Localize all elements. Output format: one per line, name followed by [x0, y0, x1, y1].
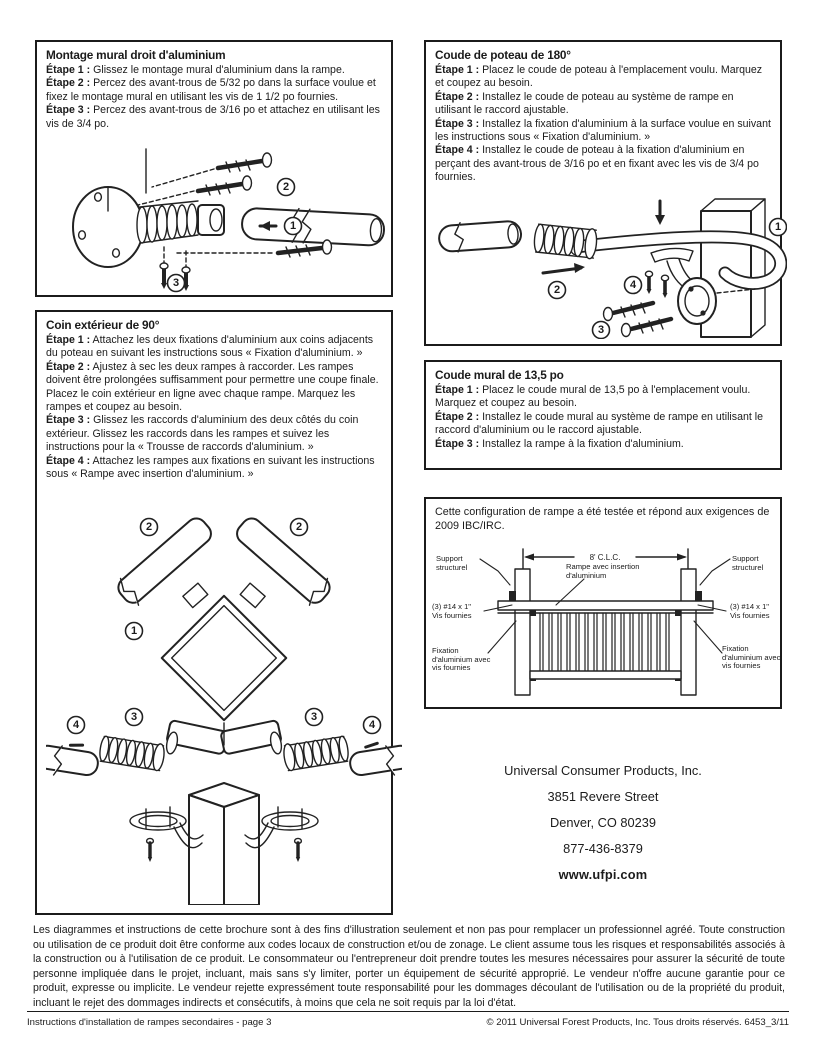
svg-text:4: 4: [368, 719, 376, 732]
svg-text:2: 2: [295, 521, 303, 534]
callout-3: [306, 709, 323, 726]
callout-2: [291, 519, 308, 536]
company-website: www.ufpi.com: [558, 867, 648, 882]
corner-exploded-view: [46, 709, 402, 906]
bottom-rail: [530, 671, 681, 679]
corner-elbow: [165, 720, 283, 755]
callout-4: [364, 717, 381, 734]
svg-text:3: 3: [597, 323, 605, 336]
rail-tube: [438, 218, 522, 253]
company-name: Universal Consumer Products, Inc.: [504, 763, 702, 778]
screw-icon: [218, 153, 272, 172]
label-support-left: Support structurel: [436, 554, 468, 572]
callout-2: [549, 281, 566, 298]
step: Étape 3 : Installez la rampe à la fixation d'aluminium.: [435, 437, 684, 450]
svg-text:2: 2: [282, 181, 290, 194]
screw-icon: [645, 271, 652, 294]
footer-left: Instructions d'installation de rampes secondaires - page 3: [27, 1017, 272, 1028]
callout-4: [625, 276, 642, 293]
legal-disclaimer: Les diagrammes et instructions de cette brochure sont à des fins d'illustration seulement et non pas pour remplacer un professionnel agréé. Toute construction ou utilisation de ce produit doit être conforme aux codes locaux de construction et/ou de zonage. Le client assume tous les risques et responsabilités associés à la construction ou à l'utilisation de ce produit. Le consommateur ou l'entrepreneur doit prendre toutes les mesures nécessaires pour assurer la sécurité de toute personne impliquée dans le projet, incluant, mais sans s'y limiter, porter un équipement de sécurité approprié. Le vendeur n'offre aucune garantie pour ce produit, expresse ou implicite. Le vendeur rejette expressément toute responsabilité pour les dommages découlant de l'utilisation ou de la propriété du produit, incluant le rejet des dommages indirects et consécutifs, à moins que cela ne soit requis par la loi d'état.: [33, 924, 785, 1009]
step: Étape 3 : Glissez les raccords d'aluminium des deux côtés du coin extérieur. Glissez les raccords dans les rampes et suivez les instructions pour la « Trousse de raccords d'aluminium. »: [46, 414, 359, 454]
step: Étape 1 : Placez le coude de poteau à l'emplacement voulu. Marquez et coupez au besoin.: [435, 64, 763, 90]
page-footer: [27, 1017, 789, 1028]
section-title: Montage mural droit d'aluminium: [46, 48, 226, 62]
callout-2: [141, 519, 158, 536]
slide-arrow-icon: [543, 263, 585, 273]
step: Étape 2 : Percez des avant-trous de 5/32 po dans la surface voulue et fixez le montage mural en utilisant les vis de 1 1/2 po fournies.: [46, 77, 376, 103]
top-rail: [498, 601, 713, 610]
screw-icon: [160, 263, 168, 289]
step: Étape 4 : Attachez les rampes aux fixations en suivant les instructions sous « Rampe avec insertion d'aluminium. »: [46, 454, 375, 481]
callout-4: [68, 717, 85, 734]
section-title: Coude de poteau de 180°: [435, 48, 571, 62]
section-title: Coin extérieur de 90°: [46, 318, 160, 332]
callout-1: [126, 623, 143, 640]
post: [189, 783, 259, 905]
step: Étape 2 : Ajustez à sec les deux rampes à raccorder. Les rampes doivent être prolongées suffisamment pour permettre une coupe finale. Placez le coin extérieur en ligne avec chaque rampe. Marquez les rampes et coupez au besoin.: [46, 360, 379, 414]
svg-text:1: 1: [130, 625, 138, 638]
screw-icon: [622, 319, 672, 337]
step: Étape 1 : Attachez les deux fixations d'aluminium aux coins adjacents du poteau en suivant les instructions sous « Fixation d'aluminium. »: [46, 334, 374, 360]
ribbed-connector: [282, 735, 349, 772]
svg-text:2: 2: [553, 283, 561, 296]
svg-text:3: 3: [130, 711, 138, 724]
callout-3: [126, 709, 143, 726]
section-corner: [35, 310, 393, 915]
config-note: Cette configuration de rampe a été testée et répond aux exigences de 2009 IBC/IRC.: [435, 506, 770, 532]
down-arrow-icon: [655, 201, 665, 225]
label-screws-right: (3) #14 x 1" Vis fournies: [730, 602, 770, 620]
step: Étape 3 : Installez la fixation d'aluminium à la surface voulue en suivant les instructions sous « Fixation d'aluminium. »: [435, 117, 771, 144]
label-fixation-right: Fixation d'aluminium avec vis fournies: [722, 644, 781, 671]
footer-right: © 2011 Universal Forest Products, Inc. Tous droits réservés. 6453_3/11: [486, 1017, 789, 1028]
callout-1: [770, 218, 787, 235]
callout-3: [168, 275, 185, 292]
callout-1: [285, 218, 302, 235]
company-city: Denver, CO 80239: [550, 815, 656, 830]
label-support-right: Support structurel: [732, 554, 764, 572]
post-left: [515, 569, 530, 695]
screw-icon: [604, 303, 654, 321]
ribbed-connector: [137, 201, 224, 243]
svg-text:3: 3: [310, 711, 318, 724]
company-block: [424, 758, 782, 888]
footer-rule: [27, 1011, 789, 1012]
svg-text:2: 2: [145, 521, 153, 534]
callout-3: [593, 321, 610, 338]
svg-text:3: 3: [172, 277, 180, 290]
wall-flange: [73, 187, 143, 267]
svg-text:1: 1: [289, 220, 297, 233]
section-title: Coude mural de 13,5 po: [435, 368, 564, 382]
step: Étape 2 : Installez le coude mural au système de rampe en utilisant le raccord d'aluminium ou le raccord ajustable.: [435, 410, 763, 437]
balusters: [540, 613, 669, 671]
svg-text:4: 4: [72, 719, 80, 732]
step: Étape 4 : Installez le coude de poteau à la fixation d'aluminium en perçant des avant-trous de 3/16 po et en fixant avec les vis de 3/4 po fournies.: [435, 144, 759, 184]
ribbed-connector: [533, 223, 598, 259]
callout-2: [278, 179, 295, 196]
post-elbow-diagram: [435, 189, 787, 339]
section-wall-mount: [35, 40, 393, 297]
section-wall-elbow: [424, 360, 782, 470]
screw-icon: [661, 275, 668, 298]
label-rail: Rampe avec insertion d'aluminium: [566, 562, 640, 580]
svg-text:8' C.L.C.: 8' C.L.C.: [589, 553, 621, 562]
company-street: 3851 Revere Street: [547, 789, 659, 804]
step: Étape 3 : Percez des avant-trous de 3/16 po et attachez en utilisant les vis de 3/4 po.: [46, 104, 380, 130]
corner-diagram: [46, 485, 402, 905]
section-post-elbow: [424, 40, 782, 346]
step: Étape 1 : Placez le coude mural de 13,5 po à l'emplacement voulu. Marquez et coupez au besoin.: [435, 384, 751, 410]
svg-text:1: 1: [774, 220, 782, 233]
label-fixation-left: Fixation d'aluminium avec vis fournies: [432, 646, 491, 673]
section-config: [424, 497, 782, 709]
svg-text:4: 4: [629, 278, 637, 291]
step: Étape 1 : Glissez le montage mural d'aluminium dans la rampe.: [46, 64, 345, 76]
ribbed-connector: [98, 735, 165, 772]
wall-mount-diagram: [46, 135, 386, 293]
company-phone: 877-436-8379: [563, 841, 643, 856]
label-screws-left: (3) #14 x 1" Vis fournies: [432, 602, 472, 620]
screw-icon: [198, 176, 252, 195]
post-right: [681, 569, 696, 695]
step: Étape 2 : Installez le coude de poteau au système de rampe en utilisant le raccord ajustable.: [435, 90, 734, 117]
corner-top-view: [113, 513, 335, 720]
